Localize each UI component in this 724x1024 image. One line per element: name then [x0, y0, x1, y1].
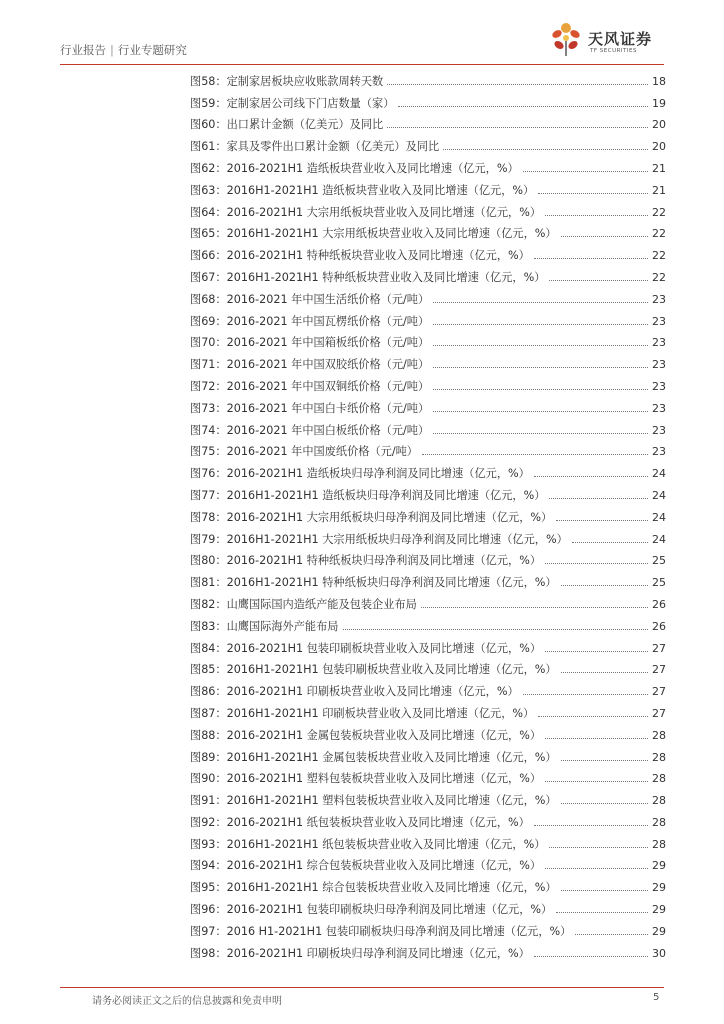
toc-entry-label: 图68：2016-2021 年中国生活纸价格（元/吨） [190, 292, 430, 306]
toc-entry-page: 19 [652, 96, 666, 110]
toc-entry-label: 图72：2016-2021 年中国双铜纸价格（元/吨） [190, 379, 430, 393]
toc-entry[interactable] [190, 547, 666, 569]
toc-leader-dots [421, 606, 648, 608]
toc-leader-dots [433, 366, 648, 368]
toc-entry-label: 图73：2016-2021 年中国白卡纸价格（元/吨） [190, 401, 430, 415]
toc-entry-page: 27 [652, 641, 666, 655]
toc-entry-page: 21 [652, 161, 666, 175]
toc-entry-page: 23 [652, 379, 666, 393]
toc-entry[interactable] [190, 263, 666, 285]
report-subtype: 行业专题研究 [117, 43, 187, 57]
toc-leader-dots [387, 83, 648, 85]
toc-entry[interactable] [190, 438, 666, 460]
toc-leader-dots [561, 802, 648, 804]
toc-entry-label: 图93：2016H1-2021H1 纸包装板块营业收入及同比增速（亿元，%） [190, 837, 546, 851]
toc-entry[interactable] [190, 176, 666, 198]
toc-entry[interactable] [190, 241, 666, 263]
logo-english-name: TF SECURITIES [590, 48, 637, 54]
toc-entry[interactable] [190, 852, 666, 874]
toc-leader-dots [561, 889, 648, 891]
toc-entry-page: 28 [652, 837, 666, 851]
toc-entry-label: 图65：2016H1-2021H1 大宗用纸板块营业收入及同比增速（亿元，%） [190, 227, 557, 241]
toc-entry-label: 图79：2016H1-2021H1 大宗用纸板块归母净利润及同比增速（亿元，%） [190, 532, 568, 546]
header-divider [60, 64, 664, 65]
toc-entry-page: 25 [652, 554, 666, 568]
toc-leader-dots [549, 497, 648, 499]
toc-entry[interactable] [190, 917, 666, 939]
toc-entry-label: 图58：定制家居板块应收账款周转天数 [190, 74, 384, 88]
toc-leader-dots [545, 562, 648, 564]
toc-leader-dots [523, 693, 648, 695]
toc-leader-dots [343, 628, 649, 630]
toc-entry[interactable] [190, 656, 666, 678]
toc-entry-page: 25 [652, 576, 666, 590]
toc-leader-dots [561, 584, 648, 586]
toc-leader-dots [534, 475, 648, 477]
toc-entry[interactable] [190, 394, 666, 416]
toc-leader-dots [534, 257, 648, 259]
toc-entry-label: 图60：出口累计金额（亿美元）及同比 [190, 118, 384, 132]
toc-entry-page: 23 [652, 445, 666, 459]
toc-entry-label: 图89：2016H1-2021H1 金属包装板块营业收入及同比增速（亿元，%） [190, 750, 557, 764]
toc-entry-label: 图76：2016-2021H1 造纸板块归母净利润及同比增速（亿元，%） [190, 467, 530, 481]
toc-entry-label: 图66：2016-2021H1 特种纸板块营业收入及同比增速（亿元，%） [190, 249, 530, 263]
toc-leader-dots [538, 192, 648, 194]
toc-entry-label: 图96：2016-2021H1 包装印刷板块归母净利润及同比增速（亿元，%） [190, 903, 553, 917]
page-number: 5 [653, 992, 660, 1003]
toc-entry[interactable] [190, 198, 666, 220]
toc-entry[interactable] [190, 699, 666, 721]
toc-entry-page: 27 [652, 685, 666, 699]
toc-entry[interactable] [190, 939, 666, 961]
toc-entry-page: 28 [652, 728, 666, 742]
toc-entry-page: 23 [652, 292, 666, 306]
toc-entry-label: 图70：2016-2021 年中国箱板纸价格（元/吨） [190, 336, 430, 350]
toc-leader-dots [538, 715, 648, 717]
toc-entry-page: 20 [652, 140, 666, 154]
toc-entry[interactable] [190, 568, 666, 590]
toc-entry-page: 20 [652, 118, 666, 132]
toc-entry-label: 图71：2016-2021 年中国双胶纸价格（元/吨） [190, 358, 430, 372]
toc-leader-dots [561, 759, 648, 761]
toc-entry-label: 图88：2016-2021H1 金属包装板块营业收入及同比增速（亿元，%） [190, 728, 542, 742]
toc-entry[interactable] [190, 154, 666, 176]
toc-entry-label: 图63：2016H1-2021H1 造纸板块营业收入及同比增速（亿元，%） [190, 183, 535, 197]
toc-entry[interactable] [190, 220, 666, 242]
toc-entry[interactable] [190, 830, 666, 852]
toc-leader-dots [549, 279, 648, 281]
logo-chinese-name: 天风证券 [588, 30, 653, 48]
toc-entry[interactable] [190, 132, 666, 154]
toc-entry-label: 图91：2016H1-2021H1 塑料包装板块营业收入及同比增速（亿元，%） [190, 794, 557, 808]
toc-entry[interactable] [190, 503, 666, 525]
toc-leader-dots [534, 955, 648, 957]
toc-entry[interactable] [190, 372, 666, 394]
toc-entry[interactable] [190, 111, 666, 133]
toc-leader-dots [534, 824, 648, 826]
toc-entry[interactable] [190, 416, 666, 438]
toc-entry-page: 24 [652, 488, 666, 502]
toc-leader-dots [545, 737, 648, 739]
toc-entry-page: 24 [652, 510, 666, 524]
toc-entry-page: 22 [652, 249, 666, 263]
toc-entry-page: 26 [652, 597, 666, 611]
toc-leader-dots [545, 780, 648, 782]
footer-disclaimer: 请务必阅读正文之后的信息披露和免责申明 [92, 996, 282, 1007]
toc-entry[interactable] [190, 721, 666, 743]
toc-entry-label: 图62：2016-2021H1 造纸板块营业收入及同比增速（亿元，%） [190, 161, 519, 175]
toc-entry-page: 23 [652, 358, 666, 372]
toc-entry-page: 26 [652, 619, 666, 633]
toc-leader-dots [556, 519, 648, 521]
toc-entry[interactable] [190, 808, 666, 830]
toc-entry-page: 22 [652, 270, 666, 284]
toc-entry[interactable] [190, 743, 666, 765]
toc-entry-label: 图67：2016H1-2021H1 特种纸板块营业收入及同比增速（亿元，%） [190, 270, 546, 284]
page-header [60, 30, 664, 64]
toc-entry-page: 29 [652, 903, 666, 917]
toc-entry-label: 图59：定制家居公司线下门店数量（家） [190, 96, 395, 110]
toc-entry-label: 图61：家具及零件出口累计金额（亿美元）及同比 [190, 140, 440, 154]
toc-entry[interactable] [190, 590, 666, 612]
toc-entry-page: 23 [652, 314, 666, 328]
toc-entry-page: 28 [652, 815, 666, 829]
toc-entry[interactable] [190, 677, 666, 699]
toc-entry[interactable] [190, 612, 666, 634]
toc-entry-label: 图64：2016-2021H1 大宗用纸板块营业收入及同比增速（亿元，%） [190, 205, 542, 219]
toc-leader-dots [433, 323, 648, 325]
toc-entry-label: 图98：2016-2021H1 印刷板块归母净利润及同比增速（亿元，%） [190, 946, 530, 960]
toc-leader-dots [422, 453, 648, 455]
toc-entry-page: 30 [652, 946, 666, 960]
toc-entry-label: 图75：2016-2021 年中国废纸价格（元/吨） [190, 445, 418, 459]
toc-entry[interactable] [190, 634, 666, 656]
toc-entry-page: 28 [652, 750, 666, 764]
toc-entry-label: 图69：2016-2021 年中国瓦楞纸价格（元/吨） [190, 314, 430, 328]
toc-entry-page: 23 [652, 401, 666, 415]
report-category [60, 42, 187, 58]
toc-leader-dots [443, 148, 648, 150]
toc-leader-dots [433, 301, 648, 303]
tf-securities-logo [546, 20, 664, 60]
toc-entry[interactable] [190, 786, 666, 808]
toc-entry-label: 图81：2016H1-2021H1 特种纸板块归母净利润及同比增速（亿元，%） [190, 576, 557, 590]
toc-entry-page: 23 [652, 336, 666, 350]
toc-leader-dots [545, 650, 648, 652]
toc-entry-page: 28 [652, 772, 666, 786]
toc-leader-dots [433, 410, 648, 412]
toc-leader-dots [545, 214, 648, 216]
toc-leader-dots [561, 235, 648, 237]
toc-leader-dots [433, 432, 648, 434]
toc-entry-label: 图84：2016-2021H1 包装印刷板块营业收入及同比增速（亿元，%） [190, 641, 542, 655]
toc-entry[interactable] [190, 307, 666, 329]
report-type: 行业报告 [60, 43, 106, 57]
toc-entry-label: 图95：2016H1-2021H1 综合包装板块营业收入及同比增速（亿元，%） [190, 881, 557, 895]
toc-leader-dots [561, 671, 648, 673]
toc-entry-page: 29 [652, 924, 666, 938]
toc-entry-label: 图97：2016 H1-2021H1 包装印刷板块归母净利润及同比增速（亿元，%） [190, 924, 572, 938]
toc-entry[interactable] [190, 89, 666, 111]
toc-leader-dots [433, 344, 648, 346]
toc-entry[interactable] [190, 525, 666, 547]
toc-entry-page: 27 [652, 706, 666, 720]
toc-entry-label: 图82：山鹰国际国内造纸产能及包装企业布局 [190, 597, 417, 611]
toc-entry-page: 22 [652, 205, 666, 219]
toc-leader-dots [387, 126, 648, 128]
toc-entry-page: 28 [652, 794, 666, 808]
toc-entry-page: 24 [652, 467, 666, 481]
toc-entry-page: 23 [652, 423, 666, 437]
footer-divider [60, 987, 664, 988]
toc-leader-dots [575, 933, 648, 935]
toc-entry-page: 22 [652, 227, 666, 241]
toc-entry-label: 图83：山鹰国际海外产能布局 [190, 619, 339, 633]
toc-entry-label: 图94：2016-2021H1 综合包装板块营业收入及同比增速（亿元，%） [190, 859, 542, 873]
toc-entry[interactable] [190, 459, 666, 481]
toc-entry-page: 18 [652, 74, 666, 88]
toc-entry-page: 29 [652, 859, 666, 873]
toc-leader-dots [545, 867, 648, 869]
toc-entry[interactable] [190, 67, 666, 89]
toc-entry-label: 图85：2016H1-2021H1 包装印刷板块营业收入及同比增速（亿元，%） [190, 663, 557, 677]
toc-entry-page: 21 [652, 183, 666, 197]
toc-leader-dots [572, 541, 648, 543]
toc-entry[interactable] [190, 765, 666, 787]
toc-entry-label: 图77：2016H1-2021H1 造纸板块归母净利润及同比增速（亿元，%） [190, 488, 546, 502]
toc-entry-label: 图86：2016-2021H1 印刷板块营业收入及同比增速（亿元，%） [190, 685, 519, 699]
toc-leader-dots [398, 105, 648, 107]
toc-entry-label: 图92：2016-2021H1 纸包装板块营业收入及同比增速（亿元，%） [190, 815, 530, 829]
toc-entry-page: 24 [652, 532, 666, 546]
toc-entry[interactable] [190, 285, 666, 307]
toc-leader-dots [433, 388, 648, 390]
toc-leader-dots [556, 911, 648, 913]
toc-entry-page: 27 [652, 663, 666, 677]
figure-index [190, 67, 666, 961]
logo-flower-icon [546, 20, 586, 60]
toc-entry-label: 图78：2016-2021H1 大宗用纸板块归母净利润及同比增速（亿元，%） [190, 510, 553, 524]
toc-entry[interactable] [190, 329, 666, 351]
toc-entry-label: 图90：2016-2021H1 塑料包装板块营业收入及同比增速（亿元，%） [190, 772, 542, 786]
header-separator: | [110, 43, 114, 57]
toc-entry[interactable] [190, 895, 666, 917]
toc-entry-label: 图74：2016-2021 年中国白板纸价格（元/吨） [190, 423, 430, 437]
toc-entry[interactable] [190, 873, 666, 895]
toc-entry-page: 29 [652, 881, 666, 895]
toc-entry-label: 图80：2016-2021H1 特种纸板块归母净利润及同比增速（亿元，%） [190, 554, 542, 568]
toc-entry[interactable] [190, 350, 666, 372]
toc-entry[interactable] [190, 481, 666, 503]
toc-entry-label: 图87：2016H1-2021H1 印刷板块营业收入及同比增速（亿元，%） [190, 706, 535, 720]
toc-leader-dots [523, 170, 648, 172]
toc-leader-dots [549, 846, 648, 848]
